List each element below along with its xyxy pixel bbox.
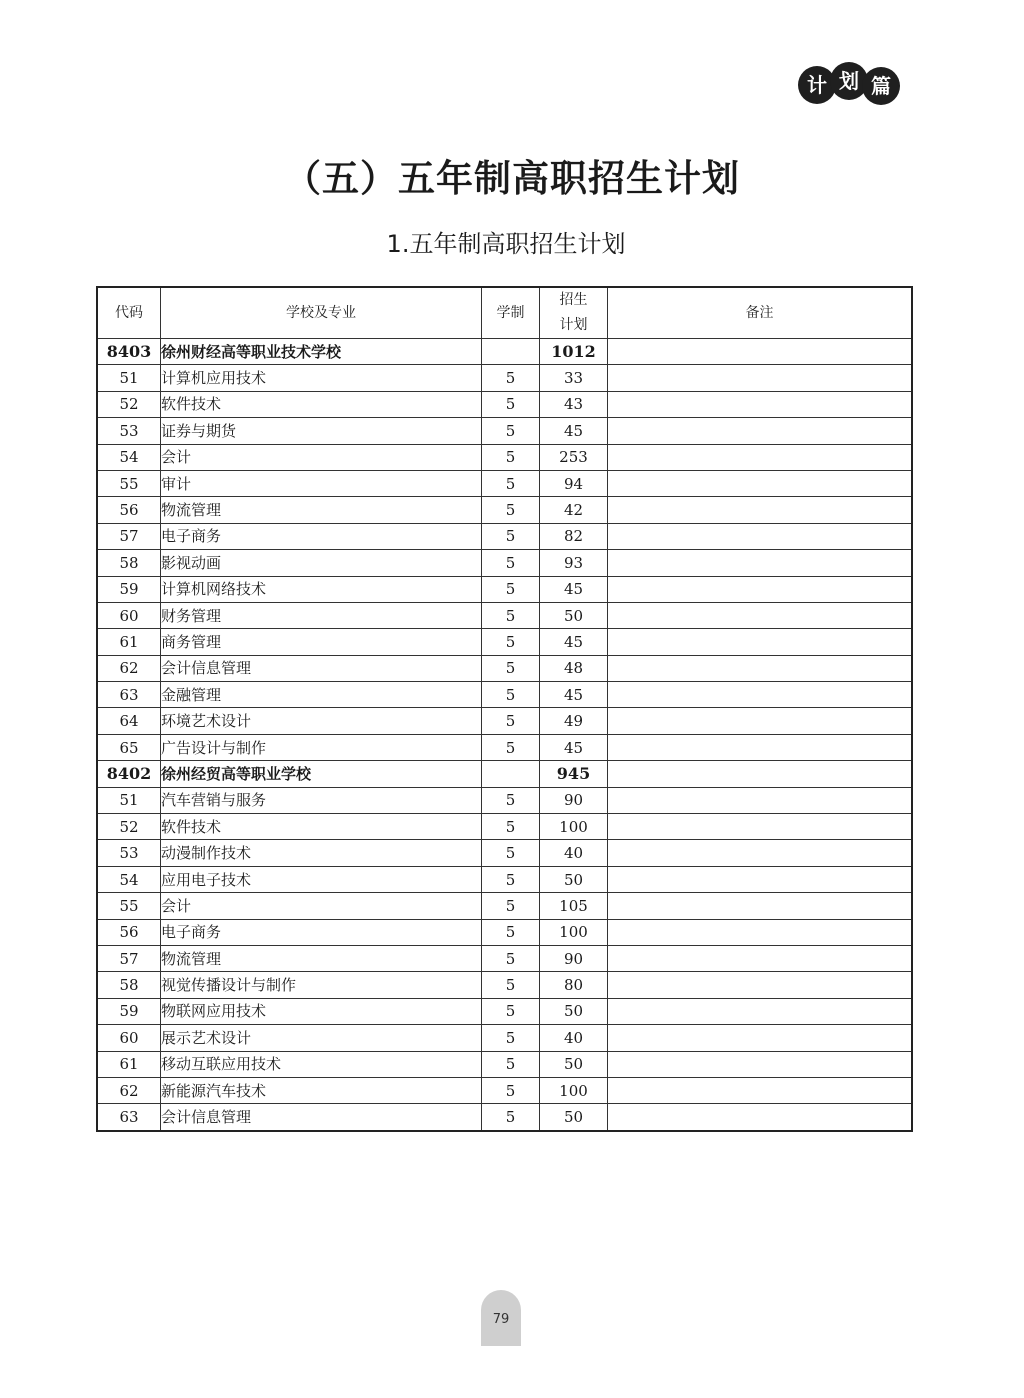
name-cell: 徐州财经高等职业技术学校 bbox=[161, 339, 482, 365]
code-cell: 62 bbox=[97, 655, 161, 681]
header-plan-line2: 计划 bbox=[559, 317, 588, 333]
table-row bbox=[97, 1025, 912, 1051]
table-row bbox=[97, 418, 912, 444]
note-cell bbox=[608, 945, 913, 971]
plan-cell: 100 bbox=[540, 1077, 608, 1103]
table-row bbox=[97, 470, 912, 496]
note-cell bbox=[608, 919, 913, 945]
plan-cell: 80 bbox=[540, 972, 608, 998]
plan-cell: 105 bbox=[540, 893, 608, 919]
badge-char: 划 bbox=[830, 62, 868, 100]
code-cell: 59 bbox=[97, 998, 161, 1024]
system-cell: 5 bbox=[482, 655, 540, 681]
plan-cell: 50 bbox=[540, 1104, 608, 1131]
code-cell: 60 bbox=[97, 1025, 161, 1051]
note-cell bbox=[608, 734, 913, 760]
system-cell: 5 bbox=[482, 1077, 540, 1103]
system-cell: 5 bbox=[482, 470, 540, 496]
plan-cell: 94 bbox=[540, 470, 608, 496]
table-row bbox=[97, 1077, 912, 1103]
plan-cell: 43 bbox=[540, 391, 608, 417]
name-cell: 计算机网络技术 bbox=[161, 576, 482, 602]
plan-cell: 48 bbox=[540, 655, 608, 681]
plan-cell: 945 bbox=[540, 761, 608, 787]
system-cell: 5 bbox=[482, 972, 540, 998]
note-cell bbox=[608, 391, 913, 417]
table-row bbox=[97, 998, 912, 1024]
name-cell: 汽车营销与服务 bbox=[161, 787, 482, 813]
plan-cell: 50 bbox=[540, 998, 608, 1024]
table-row bbox=[97, 1104, 912, 1131]
system-cell: 5 bbox=[482, 708, 540, 734]
plan-cell: 42 bbox=[540, 497, 608, 523]
table-row bbox=[97, 497, 912, 523]
name-cell: 视觉传播设计与制作 bbox=[161, 972, 482, 998]
note-cell bbox=[608, 893, 913, 919]
table-row bbox=[97, 787, 912, 813]
table-row bbox=[97, 866, 912, 892]
header-code: 代码 bbox=[97, 287, 161, 339]
page-number: 79 bbox=[492, 1312, 510, 1327]
code-cell: 52 bbox=[97, 814, 161, 840]
system-cell: 5 bbox=[482, 550, 540, 576]
system-cell: 5 bbox=[482, 444, 540, 470]
name-cell: 电子商务 bbox=[161, 523, 482, 549]
system-cell: 5 bbox=[482, 682, 540, 708]
table-row bbox=[97, 576, 912, 602]
plan-cell: 45 bbox=[540, 734, 608, 760]
system-cell: 5 bbox=[482, 866, 540, 892]
system-cell: 5 bbox=[482, 576, 540, 602]
name-cell: 物流管理 bbox=[161, 497, 482, 523]
note-cell bbox=[608, 629, 913, 655]
table-row bbox=[97, 814, 912, 840]
header-note: 备注 bbox=[608, 287, 913, 339]
name-cell: 会计信息管理 bbox=[161, 655, 482, 681]
table-body bbox=[97, 339, 912, 1131]
table-row bbox=[97, 365, 912, 391]
page-title: （五）五年制高职招生计划 bbox=[284, 156, 740, 200]
table-row bbox=[97, 391, 912, 417]
plan-cell: 45 bbox=[540, 418, 608, 444]
code-cell: 58 bbox=[97, 550, 161, 576]
table-row bbox=[97, 972, 912, 998]
name-cell: 证券与期货 bbox=[161, 418, 482, 444]
note-cell bbox=[608, 1025, 913, 1051]
system-cell: 5 bbox=[482, 814, 540, 840]
name-cell: 移动互联应用技术 bbox=[161, 1051, 482, 1077]
name-cell: 金融管理 bbox=[161, 682, 482, 708]
code-cell: 53 bbox=[97, 840, 161, 866]
note-cell bbox=[608, 682, 913, 708]
code-cell: 58 bbox=[97, 972, 161, 998]
plan-cell: 45 bbox=[540, 629, 608, 655]
system-cell: 5 bbox=[482, 1104, 540, 1131]
plan-cell: 90 bbox=[540, 945, 608, 971]
section-badge bbox=[798, 62, 900, 102]
name-cell: 物联网应用技术 bbox=[161, 998, 482, 1024]
system-cell: 5 bbox=[482, 734, 540, 760]
note-cell bbox=[608, 1104, 913, 1131]
note-cell bbox=[608, 972, 913, 998]
code-cell: 8403 bbox=[97, 339, 161, 365]
system-cell: 5 bbox=[482, 998, 540, 1024]
plan-cell: 45 bbox=[540, 576, 608, 602]
note-cell bbox=[608, 1051, 913, 1077]
note-cell bbox=[608, 814, 913, 840]
system-cell bbox=[482, 339, 540, 365]
note-cell bbox=[608, 497, 913, 523]
plan-cell: 90 bbox=[540, 787, 608, 813]
system-cell: 5 bbox=[482, 391, 540, 417]
code-cell: 51 bbox=[97, 365, 161, 391]
table-header-row bbox=[97, 287, 912, 339]
system-cell: 5 bbox=[482, 1051, 540, 1077]
plan-cell: 49 bbox=[540, 708, 608, 734]
system-cell: 5 bbox=[482, 365, 540, 391]
note-cell bbox=[608, 761, 913, 787]
note-cell bbox=[608, 470, 913, 496]
system-cell bbox=[482, 761, 540, 787]
plan-cell: 40 bbox=[540, 1025, 608, 1051]
note-cell bbox=[608, 866, 913, 892]
school-row bbox=[97, 339, 912, 365]
code-cell: 54 bbox=[97, 866, 161, 892]
header-school-major: 学校及专业 bbox=[161, 287, 482, 339]
table-row bbox=[97, 919, 912, 945]
name-cell: 影视动画 bbox=[161, 550, 482, 576]
name-cell: 会计 bbox=[161, 893, 482, 919]
code-cell: 56 bbox=[97, 919, 161, 945]
name-cell: 财务管理 bbox=[161, 602, 482, 628]
table-row bbox=[97, 550, 912, 576]
badge-char: 计 bbox=[798, 66, 836, 104]
table-row bbox=[97, 708, 912, 734]
code-cell: 64 bbox=[97, 708, 161, 734]
note-cell bbox=[608, 576, 913, 602]
table-row bbox=[97, 682, 912, 708]
plan-cell: 40 bbox=[540, 840, 608, 866]
system-cell: 5 bbox=[482, 945, 540, 971]
school-row bbox=[97, 761, 912, 787]
table-row bbox=[97, 840, 912, 866]
system-cell: 5 bbox=[482, 787, 540, 813]
plan-cell: 93 bbox=[540, 550, 608, 576]
note-cell bbox=[608, 602, 913, 628]
code-cell: 53 bbox=[97, 418, 161, 444]
plan-cell: 50 bbox=[540, 866, 608, 892]
table-row bbox=[97, 602, 912, 628]
code-cell: 51 bbox=[97, 787, 161, 813]
note-cell bbox=[608, 840, 913, 866]
table-row bbox=[97, 655, 912, 681]
note-cell bbox=[608, 1077, 913, 1103]
system-cell: 5 bbox=[482, 919, 540, 945]
table-row bbox=[97, 444, 912, 470]
table-row bbox=[97, 1051, 912, 1077]
name-cell: 新能源汽车技术 bbox=[161, 1077, 482, 1103]
system-cell: 5 bbox=[482, 497, 540, 523]
note-cell bbox=[608, 787, 913, 813]
note-cell bbox=[608, 339, 913, 365]
plan-cell: 33 bbox=[540, 365, 608, 391]
name-cell: 审计 bbox=[161, 470, 482, 496]
code-cell: 52 bbox=[97, 391, 161, 417]
name-cell: 电子商务 bbox=[161, 919, 482, 945]
section-subtitle: 1.五年制高职招生计划 bbox=[386, 230, 626, 258]
code-cell: 55 bbox=[97, 893, 161, 919]
name-cell: 计算机应用技术 bbox=[161, 365, 482, 391]
code-cell: 63 bbox=[97, 682, 161, 708]
plan-cell: 100 bbox=[540, 919, 608, 945]
name-cell: 展示艺术设计 bbox=[161, 1025, 482, 1051]
plan-cell: 82 bbox=[540, 523, 608, 549]
code-cell: 63 bbox=[97, 1104, 161, 1131]
plan-cell: 100 bbox=[540, 814, 608, 840]
note-cell bbox=[608, 523, 913, 549]
name-cell: 会计 bbox=[161, 444, 482, 470]
plan-cell: 253 bbox=[540, 444, 608, 470]
enrollment-plan-table bbox=[96, 286, 913, 1132]
table-row bbox=[97, 893, 912, 919]
badge-char: 篇 bbox=[862, 67, 900, 105]
header-plan-line1: 招生 bbox=[559, 292, 588, 308]
plan-cell: 50 bbox=[540, 602, 608, 628]
name-cell: 广告设计与制作 bbox=[161, 734, 482, 760]
header-system: 学制 bbox=[482, 287, 540, 339]
name-cell: 应用电子技术 bbox=[161, 866, 482, 892]
name-cell: 动漫制作技术 bbox=[161, 840, 482, 866]
code-cell: 60 bbox=[97, 602, 161, 628]
system-cell: 5 bbox=[482, 418, 540, 444]
note-cell bbox=[608, 998, 913, 1024]
name-cell: 会计信息管理 bbox=[161, 1104, 482, 1131]
system-cell: 5 bbox=[482, 1025, 540, 1051]
table-row bbox=[97, 629, 912, 655]
system-cell: 5 bbox=[482, 523, 540, 549]
name-cell: 软件技术 bbox=[161, 391, 482, 417]
note-cell bbox=[608, 708, 913, 734]
code-cell: 59 bbox=[97, 576, 161, 602]
code-cell: 54 bbox=[97, 444, 161, 470]
note-cell bbox=[608, 418, 913, 444]
name-cell: 软件技术 bbox=[161, 814, 482, 840]
name-cell: 徐州经贸高等职业学校 bbox=[161, 761, 482, 787]
system-cell: 5 bbox=[482, 840, 540, 866]
code-cell: 56 bbox=[97, 497, 161, 523]
name-cell: 物流管理 bbox=[161, 945, 482, 971]
system-cell: 5 bbox=[482, 602, 540, 628]
table-row bbox=[97, 945, 912, 971]
code-cell: 62 bbox=[97, 1077, 161, 1103]
plan-cell: 45 bbox=[540, 682, 608, 708]
code-cell: 65 bbox=[97, 734, 161, 760]
header-plan bbox=[540, 287, 608, 339]
code-cell: 57 bbox=[97, 945, 161, 971]
table-row bbox=[97, 734, 912, 760]
name-cell: 环境艺术设计 bbox=[161, 708, 482, 734]
code-cell: 61 bbox=[97, 1051, 161, 1077]
code-cell: 8402 bbox=[97, 761, 161, 787]
code-cell: 57 bbox=[97, 523, 161, 549]
plan-cell: 50 bbox=[540, 1051, 608, 1077]
note-cell bbox=[608, 550, 913, 576]
system-cell: 5 bbox=[482, 893, 540, 919]
note-cell bbox=[608, 444, 913, 470]
note-cell bbox=[608, 655, 913, 681]
note-cell bbox=[608, 365, 913, 391]
name-cell: 商务管理 bbox=[161, 629, 482, 655]
table-row bbox=[97, 523, 912, 549]
code-cell: 55 bbox=[97, 470, 161, 496]
code-cell: 61 bbox=[97, 629, 161, 655]
system-cell: 5 bbox=[482, 629, 540, 655]
plan-cell: 1012 bbox=[540, 339, 608, 365]
